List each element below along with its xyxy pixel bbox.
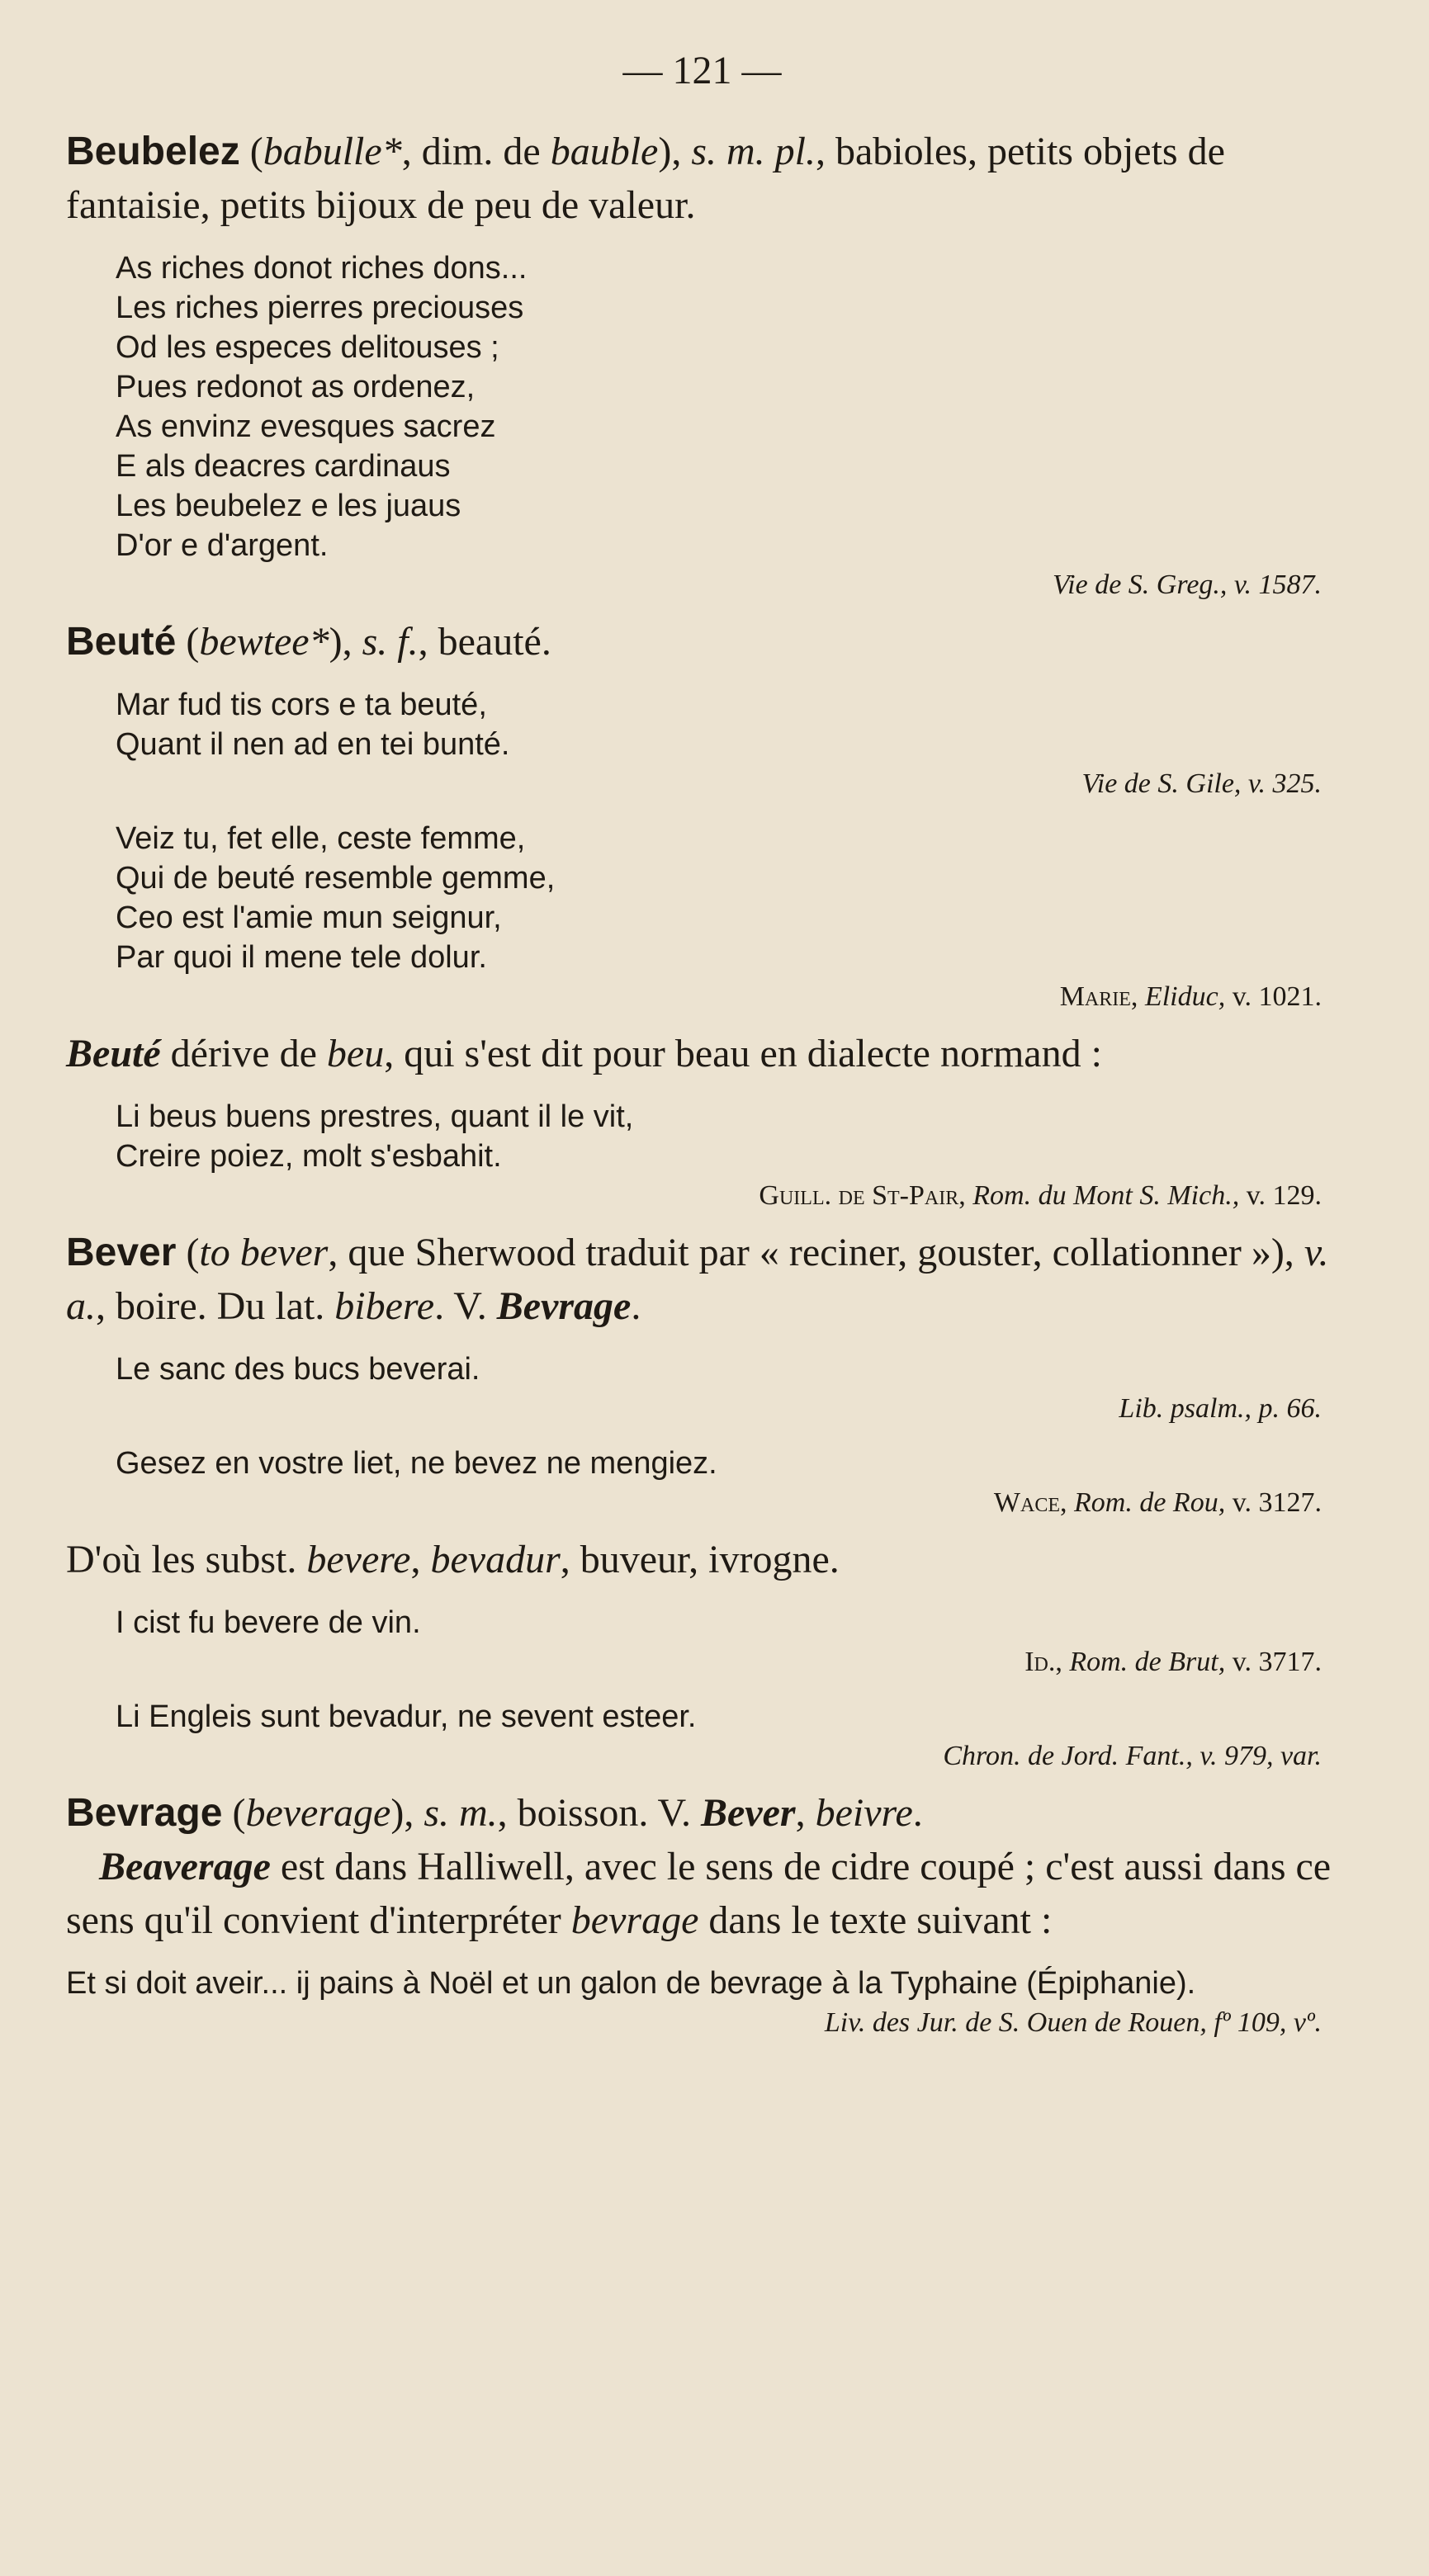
quotation bbox=[116, 248, 1338, 565]
quote-line: Ceo est l'amie mun seignur, bbox=[116, 900, 502, 935]
quotation bbox=[116, 1444, 1338, 1483]
quote-line: Od les especes delitouses ; bbox=[116, 330, 499, 365]
grammar-label: s. f. bbox=[362, 620, 419, 664]
etymon: to bever bbox=[199, 1231, 329, 1274]
etymon: babulle* bbox=[263, 130, 402, 173]
quote-line: Creire poiez, molt s'esbahit. bbox=[116, 1139, 502, 1174]
quote-line: Quant il nen ad en tei bunté. bbox=[116, 727, 510, 762]
quote-line: As envinz evesques sacrez bbox=[116, 409, 496, 444]
source-citation: Marie, Eliduc, v. 1021. bbox=[1059, 981, 1322, 1012]
definition: , babioles, petits objets de fantaisie, petits bijoux de peu de valeur. bbox=[66, 130, 1225, 227]
source-citation: Id., Rom. de Brut, v. 3717. bbox=[1024, 1647, 1322, 1677]
quote-line: Li beus buens prestres, quant il le vit, bbox=[116, 1099, 634, 1134]
quotation bbox=[116, 1697, 1338, 1737]
quote-line: Mar fud tis cors e ta beuté, bbox=[116, 688, 487, 722]
headword-beubelez: Beubelez bbox=[66, 130, 240, 173]
quote-line: Veiz tu, fet elle, ceste femme, bbox=[116, 821, 526, 856]
quote-line: Le sanc des bucs beverai. bbox=[116, 1352, 480, 1387]
quote-line: Les beubelez e les juaus bbox=[116, 489, 461, 523]
quotation bbox=[116, 1349, 1338, 1389]
quote-text: Et si doit aveir... ij pains à Noël et un galon de bevrage à la Typhaine (Épiphanie). bbox=[66, 1966, 1196, 2001]
quote-line: As riches donot riches dons... bbox=[116, 251, 528, 286]
quotation bbox=[66, 1964, 1338, 2003]
source-citation: Vie de S. Greg., v. 1587. bbox=[1052, 570, 1322, 600]
quote-line: Qui de beuté resemble gemme, bbox=[116, 861, 556, 896]
grammar-label: v. a. bbox=[66, 1231, 1329, 1328]
quote-line: I cist fu bevere de vin. bbox=[116, 1605, 421, 1640]
headword-bevrage: Bevrage bbox=[66, 1791, 223, 1835]
quotation bbox=[116, 1603, 1338, 1642]
quotation bbox=[116, 1097, 1338, 1176]
etymon: bauble bbox=[550, 130, 659, 173]
quote-line: Gesez en vostre liet, ne bevez ne mengiez. bbox=[116, 1446, 717, 1481]
quote-line: Les riches pierres preciouses bbox=[116, 291, 524, 325]
derivatives-note: D'où les subst. bevere, bevadur, buveur, ivrogne. bbox=[66, 1538, 840, 1581]
source-citation: Wace, Rom. de Rou, v. 3127. bbox=[993, 1487, 1322, 1518]
headword-beute: Beuté bbox=[66, 620, 177, 664]
grammar-label: s. m. bbox=[423, 1791, 498, 1835]
source-citation: Guill. de St-Pair, Rom. du Mont S. Mich., v. 129. bbox=[759, 1180, 1322, 1211]
quote-line: Par quoi il mene tele dolur. bbox=[116, 940, 487, 975]
entry-beubelez: Beubelez (babulle*, dim. de bauble), s. m. pl., babioles, petits objets de fantaisie, petits bijoux de peu de valeur. bbox=[66, 130, 1225, 227]
quote-line: E als deacres cardinaus bbox=[116, 449, 451, 484]
quote-line: Li Engleis sunt bevadur, ne sevent esteer. bbox=[116, 1699, 697, 1734]
grammar-label: s. m. pl. bbox=[691, 130, 816, 173]
source-citation: Vie de S. Gile, v. 325. bbox=[1081, 768, 1322, 799]
entry-beute: Beuté (bewtee*), s. f., beauté. bbox=[66, 620, 551, 664]
entry-bevrage: Bevrage (beverage), s. m., boisson. V. Bever, beivre. bbox=[66, 1791, 923, 1835]
etymology-note: Beuté dérive de beu, qui s'est dit pour beau en dialecte normand : bbox=[66, 1032, 1102, 1075]
page-number: — 121 — bbox=[622, 49, 782, 92]
quotation bbox=[116, 819, 1338, 977]
headword-bever: Bever bbox=[66, 1231, 177, 1274]
source-citation: Lib. psalm., p. 66. bbox=[1119, 1393, 1322, 1424]
quote-line: D'or e d'argent. bbox=[116, 528, 329, 563]
definition: , beauté. bbox=[418, 620, 551, 664]
source-citation: Liv. des Jur. de S. Ouen de Rouen, fº 109, vº. bbox=[824, 2007, 1322, 2038]
etymon: bewtee* bbox=[199, 620, 329, 664]
entry-bever: Bever (to bever, que Sherwood traduit par « reciner, gouster, collationner »), v. a., boire. Du lat. bibere. V. Bevrage. bbox=[66, 1231, 1329, 1328]
quote-line: Pues redonot as ordenez, bbox=[116, 370, 476, 404]
quotation bbox=[116, 685, 1338, 764]
bevrage-note: Beaverage est dans Halliwell, avec le sens de cidre coupé ; c'est aussi dans ce sens qu'il convient d'interpréter bevrage dans le texte suivant : bbox=[66, 1845, 1332, 1942]
etymon: beverage bbox=[245, 1791, 391, 1835]
source-citation: Chron. de Jord. Fant., v. 979, var. bbox=[943, 1741, 1322, 1771]
